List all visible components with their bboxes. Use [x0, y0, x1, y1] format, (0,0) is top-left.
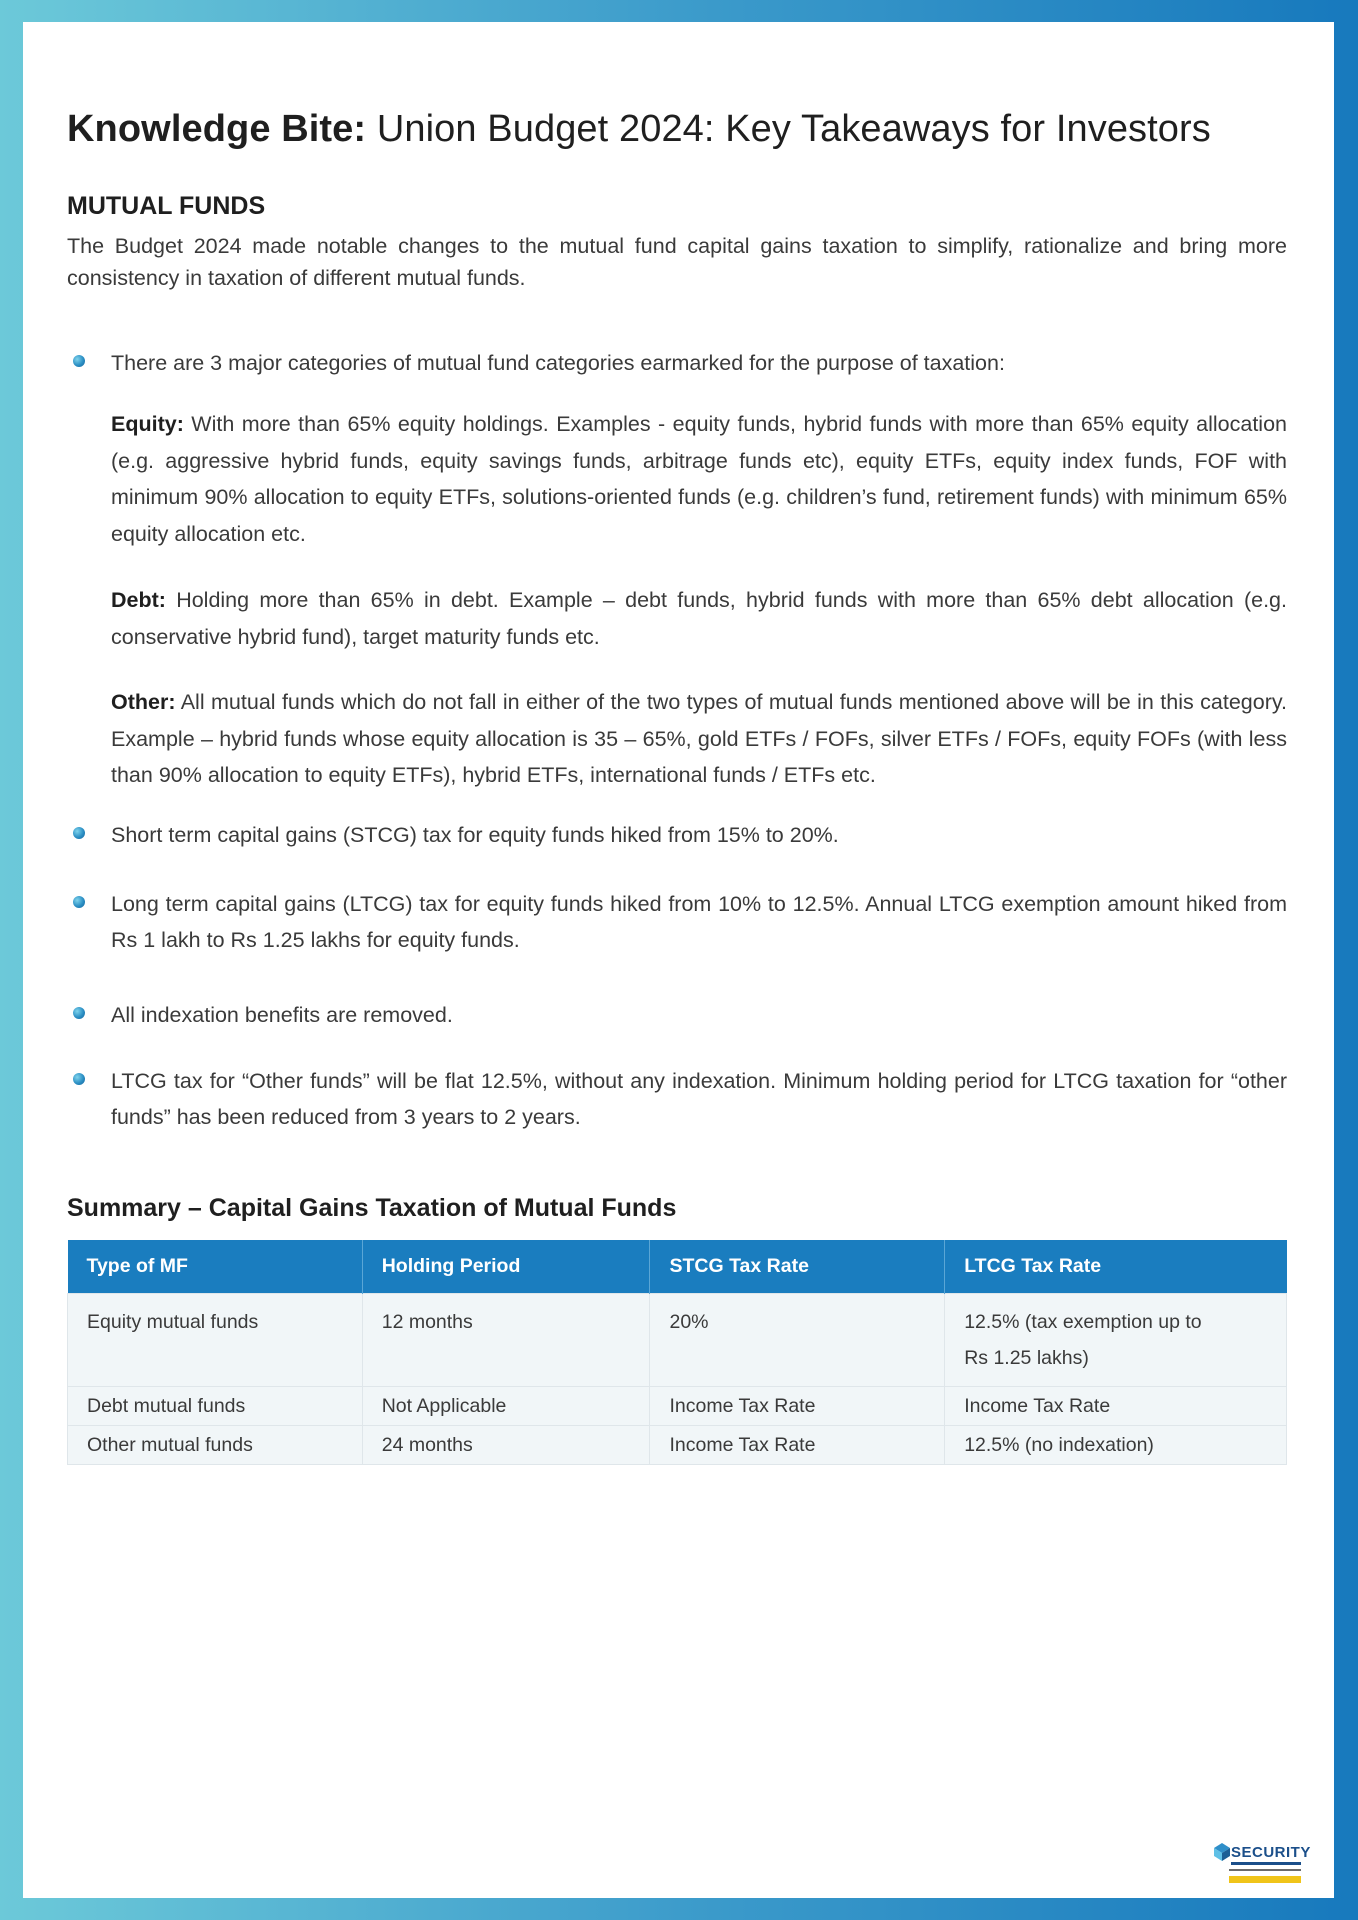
intro-paragraph: The Budget 2024 made notable changes to the mutual fund capital gains taxation to simplify, rationalize and bring more consistency in taxation of different mutual funds. [67, 234, 1287, 290]
logo-band [1229, 1876, 1301, 1883]
bullet-icon [73, 1073, 85, 1085]
debt-definition [111, 582, 1287, 655]
table-cell: Income Tax Rate [650, 1426, 945, 1465]
bullet-icon [73, 896, 85, 908]
table-cell: Other mutual funds [68, 1426, 363, 1465]
other-text: All mutual funds which do not fall in either of the two types of mutual funds mentioned above will be in this category. Example – hybrid funds whose equity allocation is 35 – 65%, gold ETFs / FOFs, silver ETFs / FOFs, equity FOFs (with less than 90% allocation to equity ETFs), hybrid ETFs, international funds / ETFs etc. [111, 690, 1287, 787]
equity-label: Equity: [111, 412, 184, 436]
bullet-stcg [67, 817, 1287, 853]
table-row [68, 1426, 1287, 1465]
equity-text: With more than 65% equity holdings. Examples - equity funds, hybrid funds with more than 65% equity allocation (e.g. aggressive hybrid funds, equity savings funds, arbitrage funds etc), equity ETFs, equity index funds, FOF with minimum 90% allocation to equity ETFs, solutions-oriented funds (e.g. children’s fund, retirement funds) with minimum 65% equity allocation etc. [111, 412, 1287, 546]
table-cell: Income Tax Rate [650, 1387, 945, 1426]
title-rest: Union Budget 2024: Key Takeaways for Investors [366, 108, 1211, 150]
summary-heading: Summary – Capital Gains Taxation of Mutual Funds [67, 1194, 677, 1222]
table-cell: 24 months [362, 1426, 650, 1465]
section-heading: MUTUAL FUNDS [67, 192, 266, 220]
equity-definition [111, 406, 1287, 552]
bullet-text: All indexation benefits are removed. [111, 1003, 453, 1027]
table-cell: 12.5% (tax exemption up to Rs 1.25 lakhs) [945, 1294, 1287, 1387]
logo-name: SECURITY [1231, 1844, 1311, 1861]
table-cell: Income Tax Rate [945, 1387, 1287, 1426]
page-title [67, 108, 1211, 151]
column-header: STCG Tax Rate [650, 1240, 945, 1294]
table-row [68, 1387, 1287, 1426]
company-logo [1213, 1842, 1311, 1886]
bullet-other-ltcg [67, 1063, 1287, 1135]
bullet-icon [73, 827, 85, 839]
logo-icon [1213, 1842, 1231, 1868]
bullet-text: There are 3 major categories of mutual fund categories earmarked for the purpose of taxation: [111, 351, 1005, 375]
bullet-ltcg [67, 886, 1287, 958]
debt-label: Debt: [111, 588, 166, 612]
other-definition [111, 684, 1287, 794]
table-cell: Equity mutual funds [68, 1294, 363, 1387]
table-header-row [68, 1240, 1287, 1294]
logo-tagline [1229, 1869, 1301, 1871]
table-cell: Not Applicable [362, 1387, 650, 1426]
table-cell: 12.5% (no indexation) [945, 1426, 1287, 1465]
other-label: Other: [111, 690, 176, 714]
bullet-text: Short term capital gains (STCG) tax for equity funds hiked from 15% to 20%. [111, 823, 839, 847]
debt-text: Holding more than 65% in debt. Example – debt funds, hybrid funds with more than 65% debt allocation (e.g. conservative hybrid fund), target maturity funds etc. [111, 588, 1287, 649]
bullet-indexation [67, 997, 1287, 1033]
document-page [23, 22, 1334, 1898]
bullet-categories [67, 345, 1287, 381]
bullet-icon [73, 1007, 85, 1019]
logo-underline [1231, 1862, 1301, 1865]
column-header: LTCG Tax Rate [945, 1240, 1287, 1294]
column-header: Holding Period [362, 1240, 650, 1294]
summary-table [67, 1240, 1287, 1465]
bullet-icon [73, 355, 85, 367]
table-cell: 12 months [362, 1294, 650, 1387]
title-bold: Knowledge Bite: [67, 108, 367, 150]
table-row [68, 1294, 1287, 1387]
table-cell: 20% [650, 1294, 945, 1387]
bullet-text: LTCG tax for “Other funds” will be flat 12.5%, without any indexation. Minimum holding period for LTCG taxation for “other funds” has been reduced from 3 years to 2 years. [111, 1069, 1287, 1129]
column-header: Type of MF [68, 1240, 363, 1294]
table-cell: Debt mutual funds [68, 1387, 363, 1426]
bullet-text: Long term capital gains (LTCG) tax for equity funds hiked from 10% to 12.5%. Annual LTCG exemption amount hiked from Rs 1 lakh to Rs 1.25 lakhs for equity funds. [111, 892, 1287, 952]
